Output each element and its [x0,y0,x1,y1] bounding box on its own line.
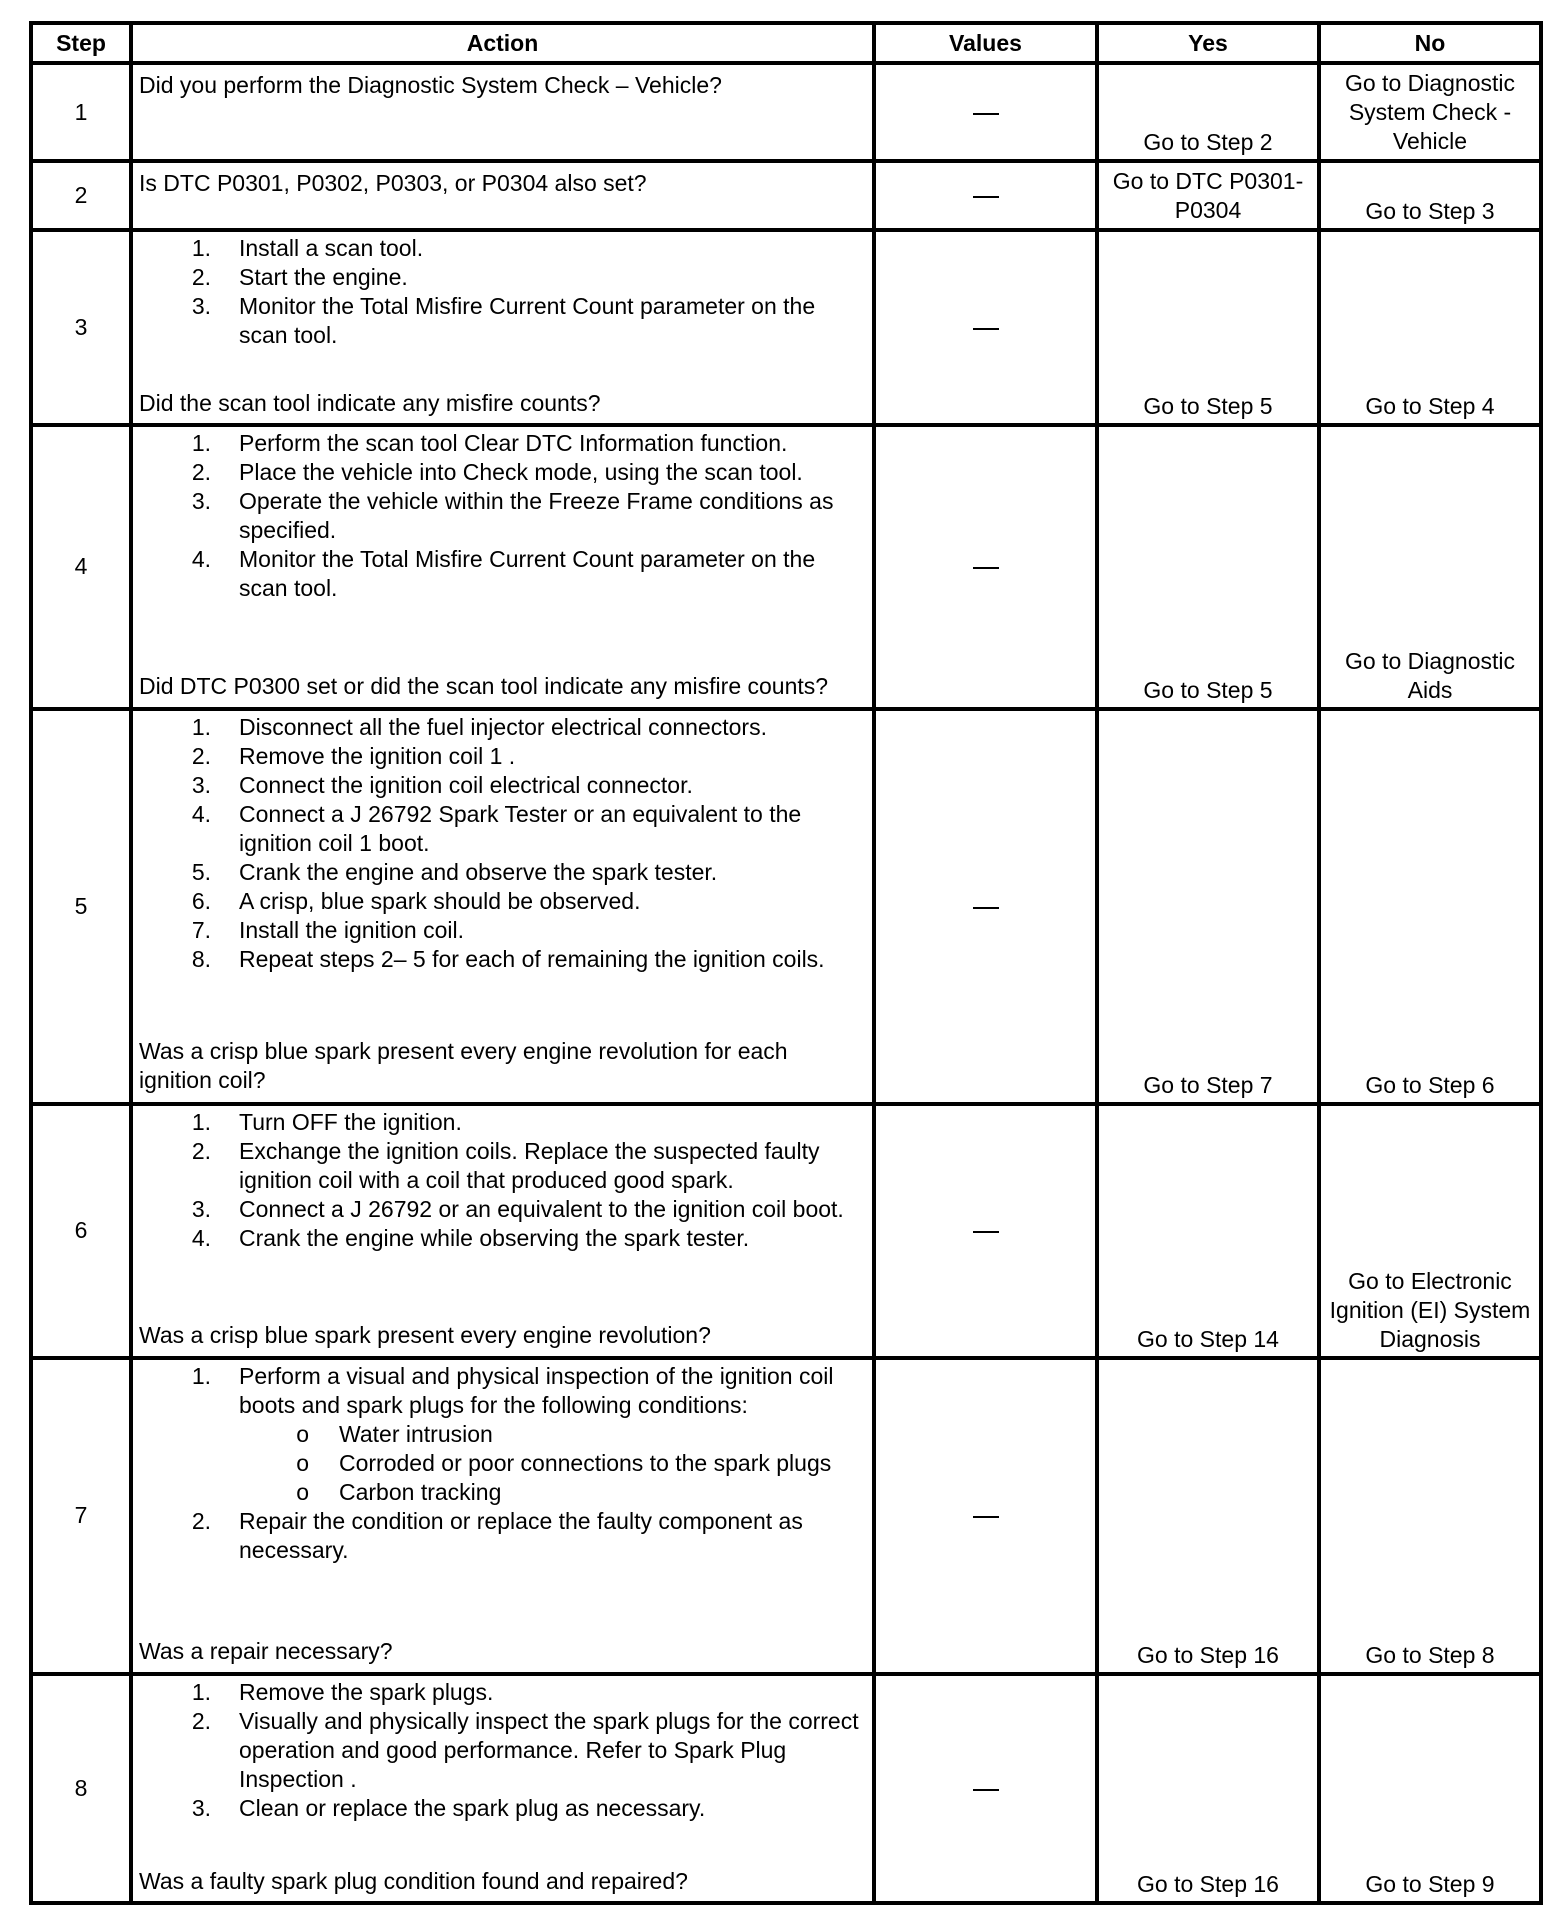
no-result: Go to Step 3 [1319,161,1541,230]
action-question: Did DTC P0300 set or did the scan tool indicate any misfire counts? [139,672,829,699]
header-action: Action [131,23,874,63]
step-text [239,1108,866,1137]
step-text [239,858,866,887]
yes-result: Go to Step 16 [1097,1674,1319,1903]
step-index: 3. [191,487,211,514]
empty-value-dash [973,1516,999,1518]
step-index: 5. [191,858,211,885]
action-step [139,1678,866,1707]
step-number: 6 [31,1104,131,1357]
action-step [139,1362,866,1507]
sub-item-text: Water intrusion [339,1420,493,1447]
values-cell [874,63,1097,161]
step-text [239,1195,866,1224]
action-cell [131,709,874,1104]
action-content [139,1362,866,1666]
step-text-content: Repair the condition or replace the faulty component as necessary. [239,1507,803,1563]
step-index: 1. [191,235,211,262]
sub-item [239,1449,866,1478]
action-question: Was a crisp blue spark present every engine revolution? [139,1322,711,1349]
step-text-content: Connect the ignition coil electrical connector. [239,771,693,798]
no-result: Go to Step 6 [1319,709,1541,1104]
values-cell [874,709,1097,1104]
action-step [139,887,866,916]
step-index: 2. [191,1707,211,1734]
table-row [31,1358,1541,1674]
no-result: Go to Diagnostic Aids [1319,425,1541,709]
step-text-content: A crisp, blue spark should be observed. [239,887,641,914]
step-index: 2. [191,264,211,291]
values-cell [874,161,1097,230]
sub-item [239,1420,866,1449]
table-row [31,230,1541,425]
yes-result: Go to Step 5 [1097,425,1319,709]
action-question: Was a repair necessary? [139,1637,393,1664]
action-step [139,1195,866,1224]
step-text-content: Monitor the Total Misfire Current Count parameter on the scan tool. [239,545,816,601]
action-question: Did you perform the Diagnostic System Check – Vehicle? [139,72,722,98]
step-text-content: Connect a J 26792 or an equivalent to the ignition coil boot. [239,1196,844,1223]
action-question: Was a faulty spark plug condition found and repaired? [139,1867,688,1894]
action-question: Is DTC P0301, P0302, P0303, or P0304 also set? [139,170,647,197]
table-row [31,709,1541,1104]
step-index: 3. [191,1196,211,1223]
sub-list [239,1420,866,1507]
values-cell [874,1104,1097,1357]
action-step [139,234,866,263]
yes-result: Go to Step 14 [1097,1104,1319,1357]
step-index: 7. [191,916,211,943]
step-index: 1. [191,713,211,740]
step-number: 3 [31,230,131,425]
action-step [139,458,866,487]
header-yes: Yes [1097,23,1319,63]
action-content [139,1108,866,1350]
step-text [239,1137,866,1195]
step-text [239,916,866,945]
step-text [239,1507,866,1565]
action-cell [131,1674,874,1903]
header-values: Values [874,23,1097,63]
empty-value-dash [973,328,999,330]
step-text-content: Install a scan tool. [239,235,424,262]
step-text-content: Repeat steps 2– 5 for each of remaining the ignition coils. [239,945,825,972]
action-content [139,67,866,155]
values-cell [874,1358,1097,1674]
header-step: Step [31,23,131,63]
step-number: 4 [31,425,131,709]
action-cell [131,161,874,230]
step-text-content: Install the ignition coil. [239,916,465,943]
step-index: 2. [191,1138,211,1165]
step-text-content: Connect a J 26792 Spark Tester or an equivalent to the ignition coil 1 boot. [239,800,802,856]
no-result: Go to Step 4 [1319,230,1541,425]
action-step [139,1794,866,1823]
action-step [139,713,866,742]
header-row [31,23,1541,63]
step-text-content: Perform a visual and physical inspection of the ignition coil boots and spark plugs for the following conditions: [239,1362,834,1418]
yes-result: Go to Step 5 [1097,230,1319,425]
step-index: 2. [191,1507,211,1534]
no-result: Go to Diagnostic System Check - Vehicle [1319,63,1541,161]
action-step [139,487,866,545]
step-index: 3. [191,293,211,320]
action-cell [131,1358,874,1674]
step-text-content: Turn OFF the ignition. [239,1109,462,1136]
yes-result: Go to Step 16 [1097,1358,1319,1674]
step-text-content: Visually and physically inspect the spark plugs for the correct operation and good performance. Refer to Spark Plug Inspection . [239,1707,859,1792]
step-text [239,742,866,771]
action-step [139,800,866,858]
table-row [31,1104,1541,1357]
action-content [139,429,866,701]
step-text [239,1224,866,1253]
action-content [139,1678,866,1896]
sub-item [239,1478,866,1507]
action-cell [131,1104,874,1357]
header-no: No [1319,23,1541,63]
step-text [239,800,866,858]
action-cell [131,63,874,161]
action-step [139,292,866,350]
sub-item-text: Carbon tracking [339,1478,502,1505]
step-index: 2. [191,458,211,485]
step-index: 8. [191,945,211,972]
action-step [139,742,866,771]
table-row [31,161,1541,230]
table-row [31,1674,1541,1903]
step-text-content: Crank the engine and observe the spark tester. [239,858,718,885]
step-text [239,545,866,603]
step-text-content: Start the engine. [239,264,408,291]
empty-value-dash [973,567,999,569]
values-cell [874,425,1097,709]
step-index: 6. [191,887,211,914]
step-text-content: Monitor the Total Misfire Current Count parameter on the scan tool. [239,293,816,349]
step-text [239,429,866,458]
sub-bullet: o [296,1478,309,1505]
step-text [239,263,866,292]
step-text [239,713,866,742]
step-text [239,887,866,916]
action-step [139,858,866,887]
sub-bullet: o [296,1449,309,1476]
action-step [139,916,866,945]
no-result: Go to Step 8 [1319,1358,1541,1674]
no-result: Go to Step 9 [1319,1674,1541,1903]
values-cell [874,1674,1097,1903]
action-steps [139,234,866,350]
action-cell [131,425,874,709]
action-content [139,234,866,418]
action-cell [131,230,874,425]
step-text [239,292,866,350]
step-text [239,945,866,974]
step-text-content: Place the vehicle into Check mode, using the scan tool. [239,458,803,485]
action-steps [139,1108,866,1253]
action-step [139,945,866,974]
step-index: 1. [191,1678,211,1705]
step-index: 2. [191,742,211,769]
action-content [139,713,866,1095]
yes-result: Go to Step 7 [1097,709,1319,1104]
step-text-content: Clean or replace the spark plug as necessary. [239,1794,706,1821]
empty-value-dash [973,196,999,198]
diagnostic-table [29,21,1543,1905]
action-question: Was a crisp blue spark present every engine revolution for each ignition coil? [139,1037,788,1093]
step-text [239,487,866,545]
values-cell [874,230,1097,425]
action-steps [139,1678,866,1823]
step-number: 1 [31,63,131,161]
action-step [139,1137,866,1195]
yes-result: Go to DTC P0301-P0304 [1097,161,1319,230]
step-text [239,771,866,800]
empty-value-dash [973,907,999,909]
sub-bullet: o [296,1420,309,1447]
step-index: 1. [191,1362,211,1389]
table-row [31,425,1541,709]
step-text-content: Exchange the ignition coils. Replace the suspected faulty ignition coil with a coil that produced good spark. [239,1138,820,1194]
action-steps [139,429,866,603]
step-text [239,1794,866,1823]
step-text-content: Disconnect all the fuel injector electrical connectors. [239,713,767,740]
step-number: 2 [31,161,131,230]
step-text-content: Remove the spark plugs. [239,1678,494,1705]
empty-value-dash [973,113,999,115]
table-row [31,63,1541,161]
step-index: 3. [191,1794,211,1821]
action-steps [139,1362,866,1565]
empty-value-dash [973,1789,999,1791]
step-index: 4. [191,545,211,572]
action-step [139,1707,866,1794]
step-text [239,1362,866,1507]
empty-value-dash [973,1231,999,1233]
step-number: 8 [31,1674,131,1903]
step-index: 1. [191,1109,211,1136]
step-number: 5 [31,709,131,1104]
action-step [139,429,866,458]
action-question: Did the scan tool indicate any misfire counts? [139,390,601,417]
action-step [139,1108,866,1137]
action-steps [139,713,866,974]
step-text [239,1707,866,1794]
step-text-content: Crank the engine while observing the spark tester. [239,1225,750,1252]
step-text-content: Remove the ignition coil 1 . [239,742,516,769]
step-number: 7 [31,1358,131,1674]
yes-result: Go to Step 2 [1097,63,1319,161]
step-text [239,458,866,487]
action-step [139,1224,866,1253]
step-text [239,234,866,263]
action-step [139,1507,866,1565]
action-content [139,165,866,225]
step-text [239,1678,866,1707]
step-index: 1. [191,429,211,456]
action-step [139,771,866,800]
step-index: 3. [191,771,211,798]
action-step [139,263,866,292]
step-text-content: Perform the scan tool Clear DTC Information function. [239,429,788,456]
action-step [139,545,866,603]
step-text-content: Operate the vehicle within the Freeze Frame conditions as specified. [239,487,834,543]
sub-item-text: Corroded or poor connections to the spark plugs [339,1449,832,1476]
step-index: 4. [191,800,211,827]
step-index: 4. [191,1225,211,1252]
no-result: Go to Electronic Ignition (EI) System Diagnosis [1319,1104,1541,1357]
